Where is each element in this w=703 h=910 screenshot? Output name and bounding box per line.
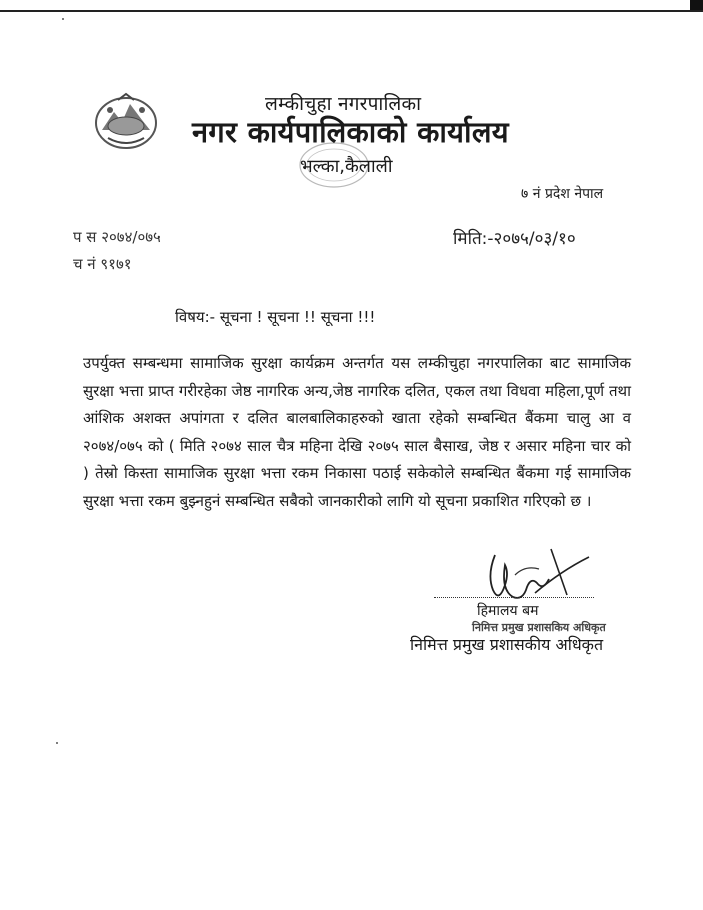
notice-body: उपर्युक्त सम्बन्धमा सामाजिक सुरक्षा कार्यक्रम अन्तर्गत यस लम्कीचुहा नगरपालिका बाट सामाजिक सुरक्षा भत्ता प्राप्त गरीरहेका जेष्ठ नागरिक अन्य,जेष्ठ नागरिक दलित, एकल तथा विधवा महिला,पूर्ण तथा आंशिक अशक्त अपांगता र दलित बालबालिकाहरुको खाता रहेको सम्बन्धित बैंकमा चालु आ व २०७४/०७५ को ( मिति २०७४ साल चैत्र महिना देखि २०७५ साल बैसाख, जेष्ठ र असार महिना चार को ) तेस्रो किस्ता सामाजिक सुरक्षा भत्ता रकम निकासा पठाई सकेकोले सम्बन्धित बैंकमा गई सामाजिक सुरक्षा भत्ता रकम बुझ्नहुनं सम्बन्धित सबैको जानकारीको लागि यो सूचना प्रकाशित गरिएको छ । xyxy=(83,354,631,510)
letter-date: मिति:-२०७५/०३/१० xyxy=(453,229,576,249)
signatory-name: हिमालय बम xyxy=(477,603,539,619)
signatory-stamp-title: निमित्त प्रमुख प्रशासकिय अधिकृत xyxy=(472,621,606,634)
subject-line: विषय:- सूचना ! सूचना !! सूचना !!! xyxy=(175,308,376,326)
scan-top-edge xyxy=(0,0,703,12)
scan-speck xyxy=(56,742,58,744)
province-label: ७ नं प्रदेश नेपाल xyxy=(521,186,604,202)
nepal-emblem-icon xyxy=(92,90,160,152)
signature-dotted-line xyxy=(434,597,594,598)
office-title: नगर कार्यपालिकाको कार्यालय xyxy=(192,115,509,149)
scan-speck xyxy=(62,18,64,20)
dispatch-number: च नं ९१७१ xyxy=(73,255,132,273)
office-name: लम्कीचुहा नगरपालिका xyxy=(265,93,422,115)
signatory-title: निमित्त प्रमुख प्रशासकीय अधिकृत xyxy=(410,635,604,654)
office-location: भल्का,कैलाली xyxy=(300,156,393,177)
reference-number: प स २०७४/०७५ xyxy=(73,228,161,246)
